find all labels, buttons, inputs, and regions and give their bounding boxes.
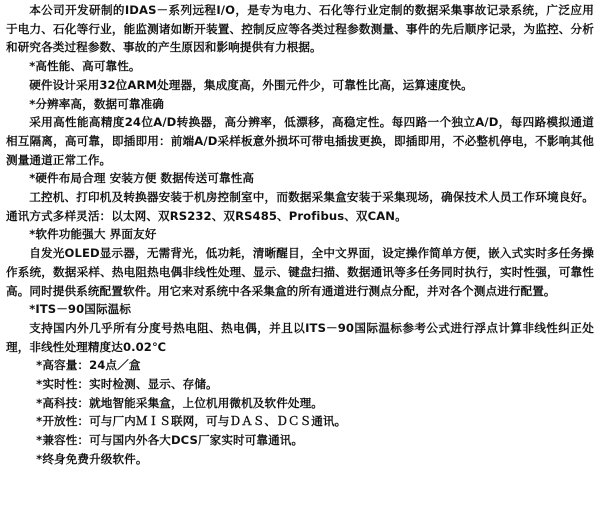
intro-paragraph: 本公司开发研制的IDAS－系列远程I/O，是专为电力、石化等行业定制的数据采集事故记录系统，广泛应用于电力、石化等行业，能监测诸如断开装置、控制反应等各类过程参数测量、事件的先后顺序记录，为监控、分析和研究各类过程参数、事故的产生原因和影响提供有力根据。 bbox=[6, 3, 594, 55]
spec-free-upgrade: *终身免费升级软件。 bbox=[36, 451, 148, 466]
spec-realtime: *实时性：实时检测、显示、存储。 bbox=[36, 377, 218, 392]
feature-heading-its90: *ITS－90国际温标 bbox=[29, 302, 132, 317]
feature-body-its90: 支持国内外几乎所有分度号热电阻、热电偶，并且以ITS－90国际温标参考公式进行浮点计算非线性纠正处理，非线性处理精度达0.02℃ bbox=[6, 320, 594, 354]
feature-heading-resolution: *分辨率高，数据可靠准确 bbox=[29, 96, 164, 111]
spec-openness: *开放性：可与厂内ＭＩＳ联网，可与ＤＡＳ、ＤＣＳ通讯。 bbox=[36, 414, 347, 429]
spec-technology: *高科技：就地智能采集盒，上位机用微机及软件处理。 bbox=[36, 395, 323, 410]
feature-heading-performance: *高性能、高可靠性。 bbox=[29, 59, 141, 74]
feature-body-performance: 硬件设计采用32位ARM处理器，集成度高，外围元件少，可靠性比高，运算速度快。 bbox=[29, 77, 473, 92]
feature-body-resolution: 采用高性能高精度24位A/D转换器，高分辨率，低漂移，高稳定性。每四路一个独立A/D，每四路模拟通道相互隔离，高可靠，即插即用：前端A/D采样板意外损坏可带电插拔更换，即插即用，不必整机停电，不影响其他测量通道正常工作。 bbox=[6, 115, 594, 167]
feature-heading-hardware-layout: *硬件布局合理 安装方便 数据传送可靠性高 bbox=[29, 171, 255, 186]
feature-heading-software: *软件功能强大 界面友好 bbox=[29, 227, 157, 242]
spec-capacity: *高容量：24点／盒 bbox=[36, 358, 141, 373]
feature-body-hardware-layout: 工控机、打印机及转换器安装于机房控制室中，而数据采集盒安装于采集现场，确保技术人员工作环境良好。通讯方式多样灵活：以太网、双RS232、双RS485、Profibus、双CAN。 bbox=[6, 190, 594, 223]
spec-compatibility: *兼容性：可与国内外各大DCS厂家实时可靠通讯。 bbox=[36, 433, 304, 448]
feature-body-software: 自发光OLED显示器，无需背光，低功耗，清晰醒目，全中文界面，设定操作简单方便，嵌入式实时多任务操作系统，数据采样、热电阻热电偶非线性处理、显示、键盘扫描、数据通讯等多任务同时执行，实时性强，可靠性高。同时提供系统配置软件。用它来对系统中各采集盒的所有通道进行测点分配，并对各个测点进行配置。 bbox=[6, 246, 594, 298]
